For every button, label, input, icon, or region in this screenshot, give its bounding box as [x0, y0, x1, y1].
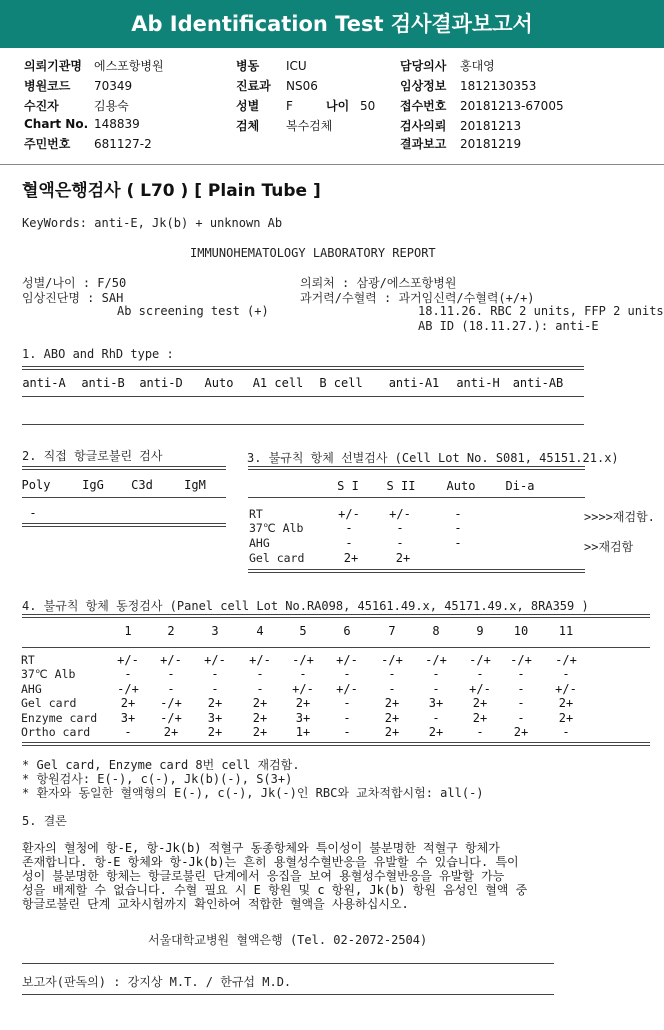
- label: Chart No.: [24, 117, 89, 131]
- panel-cell: -: [343, 696, 351, 710]
- panel-cell: 2+: [295, 696, 311, 710]
- label: 주민번호: [24, 137, 71, 151]
- label: 임상정보: [400, 79, 447, 93]
- row-label: Gel card: [249, 551, 305, 565]
- panel-cell: 2+: [207, 696, 223, 710]
- cell-value: 2+: [343, 551, 359, 565]
- panel-cell: 2+: [252, 696, 268, 710]
- panel-cell: -: [343, 711, 351, 725]
- column-header: C3d: [131, 478, 153, 492]
- value: 1812130353: [460, 79, 537, 93]
- panel-column-header: 3: [211, 624, 219, 638]
- panel-cell: -: [476, 667, 484, 681]
- panel-cell: 2+: [472, 696, 488, 710]
- panel-column-header: 7: [388, 624, 396, 638]
- header-row: [400, 97, 564, 114]
- requester: 의뢰처 : 삼광/에스포항병원: [300, 276, 457, 290]
- cell-value: 2+: [395, 551, 411, 565]
- history-detail: 18.11.26. RBC 2 units, FFP 2 units: [418, 304, 664, 318]
- label: 담당의사: [400, 59, 447, 73]
- panel-cell: -/+: [555, 653, 577, 667]
- label: 진료과: [236, 79, 271, 93]
- header-row: [236, 57, 307, 74]
- panel-cell: 2+: [120, 696, 136, 710]
- panel-row-label: RT: [21, 653, 35, 667]
- panel-cell: -/+: [425, 653, 447, 667]
- label: 의뢰기관명: [24, 59, 82, 73]
- panel-note: * Gel card, Enzyme card 8번 cell 재검함.: [22, 758, 300, 772]
- value: 20181213-67005: [460, 99, 564, 113]
- panel-cell: -: [388, 667, 396, 681]
- section3-title: 3. 불규칙 항체 선별검사 (Cell Lot No. S081, 45151.21.x): [247, 451, 619, 465]
- column-header: B cell: [319, 376, 363, 390]
- panel-cell: -: [343, 725, 351, 739]
- panel-cell: -: [517, 696, 525, 710]
- header-divider: [0, 164, 664, 165]
- column-header: IgG: [82, 478, 104, 492]
- double-rule: [22, 523, 226, 527]
- label: 접수번호: [400, 99, 447, 113]
- conclusion-line: 성이 불분명한 항체는 항글로불린 단계에서 응집을 보여 용혈성수혈반응을 유발할 가능: [22, 869, 505, 883]
- panel-note: * 항원검사: E(-), c(-), Jk(b)(-), S(3+): [22, 772, 293, 786]
- column-header: IgM: [184, 478, 206, 492]
- panel-cell: -: [562, 667, 570, 681]
- section2-title: 2. 직접 항글로불린 검사: [22, 449, 163, 463]
- panel-cell: 2+: [384, 725, 400, 739]
- age-label: 나이: [326, 99, 350, 113]
- double-rule: [248, 466, 585, 470]
- retest-note: >>재검함: [584, 540, 634, 554]
- value: 에스포항병원: [94, 59, 164, 73]
- header-row: [400, 135, 521, 152]
- panel-cell: 2+: [163, 725, 179, 739]
- value: 홍대영: [460, 59, 495, 73]
- panel-cell: -: [124, 667, 132, 681]
- panel-column-header: 4: [256, 624, 264, 638]
- panel-cell: -: [432, 667, 440, 681]
- panel-cell: +/-: [160, 653, 182, 667]
- panel-cell: 2+: [384, 696, 400, 710]
- cell-value: -: [345, 536, 353, 550]
- column-header: anti-AB: [512, 376, 564, 390]
- panel-cell: -: [517, 667, 525, 681]
- single-rule: [22, 396, 584, 397]
- panel-cell: +/-: [204, 653, 226, 667]
- column-header: Auto: [204, 376, 234, 390]
- section1-title: 1. ABO and RhD type :: [22, 347, 174, 361]
- age-value: 50: [360, 99, 376, 113]
- column-header: S I: [337, 479, 359, 493]
- cell-value: -: [454, 507, 462, 521]
- panel-cell: -: [256, 682, 264, 696]
- keywords: KeyWords: anti-E, Jk(b) + unknown Ab: [22, 216, 283, 230]
- header-row: [400, 77, 536, 94]
- header-row: [236, 117, 332, 134]
- panel-row-label: AHG: [21, 682, 42, 696]
- header-row: [236, 97, 375, 114]
- history-detail: AB ID (18.11.27.): anti-E: [418, 319, 599, 333]
- panel-cell: -: [211, 682, 219, 696]
- column-header: Auto: [446, 479, 476, 493]
- panel-column-header: 2: [167, 624, 175, 638]
- value: ICU: [286, 59, 307, 73]
- panel-column-header: 6: [343, 624, 351, 638]
- column-header: S II: [386, 479, 416, 493]
- panel-cell: +/-: [249, 653, 271, 667]
- conclusion-line: 항글로불린 단계 교차시험까지 확인하여 적합한 혈액을 사용하십시오.: [22, 897, 409, 911]
- row-label: RT: [249, 507, 263, 521]
- header-row: [24, 97, 129, 114]
- panel-cell: -: [388, 682, 396, 696]
- conclusion-line: 성을 배제할 수 없습니다. 수혈 필요 시 E 항원 및 c 항원, Jk(b) 항원 음성인 혈액 중: [22, 883, 528, 897]
- cell-value: -: [396, 536, 404, 550]
- cell-value: +/-: [389, 507, 411, 521]
- cell-value: +/-: [338, 507, 360, 521]
- header-row: [400, 117, 521, 134]
- panel-cell: +/-: [292, 682, 314, 696]
- panel-cell: 3+: [120, 711, 136, 725]
- panel-cell: 2+: [513, 725, 529, 739]
- single-rule: [22, 994, 554, 995]
- row-label: AHG: [249, 536, 270, 550]
- double-rule: [22, 742, 650, 746]
- panel-cell: +/-: [117, 653, 139, 667]
- value: 김용숙: [94, 99, 129, 113]
- sex-age: 성별/나이 : F/50: [22, 276, 127, 290]
- conclusion-line: 환자의 혈청에 항-E, 항-Jk(b) 적혈구 동종항체와 특이성이 불분명한 적혈구 항체가: [22, 841, 500, 855]
- label: 수진자: [24, 99, 59, 113]
- conclusion-text: [22, 841, 642, 911]
- column-header: Poly: [21, 478, 51, 492]
- history: 과거력/수혈력 : 과거임신력/수혈력(+/+): [300, 291, 535, 305]
- panel-cell: +/-: [555, 682, 577, 696]
- value: NS06: [286, 79, 318, 93]
- panel-column-header: 9: [476, 624, 484, 638]
- panel-cell: -: [562, 725, 570, 739]
- single-rule: [22, 647, 650, 648]
- header-row: [24, 77, 132, 94]
- panel-cell: -/+: [160, 711, 182, 725]
- column-header: anti-B: [81, 376, 125, 390]
- column-header: anti-A1: [388, 376, 440, 390]
- panel-cell: 3+: [207, 711, 223, 725]
- single-rule: [248, 497, 585, 498]
- column-header: Di-a: [505, 479, 535, 493]
- value: F: [286, 99, 293, 113]
- dat-value: -: [29, 506, 37, 520]
- header-row: [24, 117, 140, 131]
- header-row: [24, 57, 164, 74]
- panel-cell: 2+: [207, 725, 223, 739]
- panel-cell: 3+: [428, 696, 444, 710]
- reporter: 보고자(판독의) : 강지상 M.T. / 한규섭 M.D.: [22, 975, 292, 989]
- label: 성별: [236, 99, 260, 113]
- panel-column-header: 5: [299, 624, 307, 638]
- panel-cell: 2+: [558, 711, 574, 725]
- panel-cell: -/+: [510, 653, 532, 667]
- panel-cell: -: [211, 667, 219, 681]
- single-rule: [22, 497, 226, 498]
- panel-cell: +/-: [336, 682, 358, 696]
- section4-title: 4. 불규칙 항체 동정검사 (Panel cell Lot No.RA098, 45161.49.x, 45171.49.x, 8RA359 ): [22, 599, 589, 613]
- panel-cell: 2+: [384, 711, 400, 725]
- label: 결과보고: [400, 137, 447, 151]
- value: 148839: [94, 117, 140, 131]
- double-rule: [22, 366, 584, 370]
- cell-value: -: [454, 521, 462, 535]
- panel-cell: -/+: [292, 653, 314, 667]
- panel-cell: 3+: [295, 711, 311, 725]
- retest-note: >>>>재검함.: [584, 510, 655, 524]
- panel-cell: -: [124, 725, 132, 739]
- section5-title: 5. 결론: [22, 814, 67, 828]
- value: 20181213: [460, 119, 522, 133]
- value: 70349: [94, 79, 133, 93]
- panel-cell: 2+: [428, 725, 444, 739]
- panel-cell: 2+: [558, 696, 574, 710]
- value: 681127-2: [94, 137, 152, 151]
- report-banner: Ab Identification Test 검사결과보고서: [0, 0, 664, 48]
- panel-column-header: 8: [432, 624, 440, 638]
- panel-row-label: Gel card: [21, 696, 77, 710]
- panel-cell: -/+: [117, 682, 139, 696]
- panel-cell: -/+: [160, 696, 182, 710]
- double-rule: [22, 614, 650, 618]
- lab-report-heading: IMMUNOHEMATOLOGY LABORATORY REPORT: [190, 246, 436, 260]
- panel-cell: 2+: [472, 711, 488, 725]
- panel-column-header: 11: [558, 624, 574, 638]
- panel-row-label: Enzyme card: [21, 711, 98, 725]
- panel-cell: -: [517, 682, 525, 696]
- double-rule: [248, 569, 585, 573]
- panel-cell: -/+: [381, 653, 403, 667]
- value: 복수검체: [286, 119, 333, 133]
- panel-note: * 환자와 동일한 혈액형의 E(-), c(-), Jk(-)인 RBC와 교차적합시험: all(-): [22, 786, 484, 800]
- panel-column-header: 10: [513, 624, 529, 638]
- panel-cell: -: [517, 711, 525, 725]
- cell-value: -: [345, 521, 353, 535]
- label: 검사의뢰: [400, 119, 447, 133]
- column-header: anti-A: [22, 376, 66, 390]
- report-title: 혈액은행검사 ( L70 ) [ Plain Tube ]: [22, 181, 321, 201]
- double-rule: [22, 466, 226, 470]
- diagnosis: 임상진단명 : SAH: [22, 291, 124, 305]
- panel-column-header: 1: [124, 624, 132, 638]
- panel-cell: -: [432, 711, 440, 725]
- column-header: anti-D: [139, 376, 183, 390]
- panel-cell: +/-: [469, 682, 491, 696]
- header-row: [24, 135, 152, 152]
- single-rule: [22, 963, 554, 964]
- cell-value: -: [396, 521, 404, 535]
- panel-cell: -/+: [469, 653, 491, 667]
- label: 검체: [236, 119, 260, 133]
- cell-value: -: [454, 536, 462, 550]
- screening-note: Ab screening test (+): [117, 304, 269, 318]
- single-rule: [22, 424, 584, 425]
- panel-cell: -: [476, 725, 484, 739]
- label: 병동: [236, 59, 260, 73]
- panel-cell: 2+: [252, 725, 268, 739]
- panel-cell: 1+: [295, 725, 311, 739]
- panel-cell: 2+: [252, 711, 268, 725]
- header-row: [236, 77, 318, 94]
- panel-cell: -: [256, 667, 264, 681]
- header-row: [400, 57, 495, 74]
- panel-cell: +/-: [336, 653, 358, 667]
- panel-row-label: 37℃ Alb: [21, 667, 76, 681]
- panel-cell: -: [167, 667, 175, 681]
- panel-cell: -: [343, 667, 351, 681]
- label: 병원코드: [24, 79, 71, 93]
- panel-cell: -: [432, 682, 440, 696]
- column-header: anti-H: [456, 376, 500, 390]
- panel-row-label: Ortho card: [21, 725, 91, 739]
- row-label: 37℃ Alb: [249, 521, 304, 535]
- panel-cell: -: [167, 682, 175, 696]
- panel-cell: -: [299, 667, 307, 681]
- conclusion-line: 존재합니다. 항-E 항체와 항-Jk(b)는 흔히 용혈성수혈반응을 유발할 수 있습니다. 특이: [22, 855, 519, 869]
- value: 20181219: [460, 137, 522, 151]
- signature: 서울대학교병원 혈액은행 (Tel. 02-2072-2504): [148, 933, 428, 947]
- column-header: A1 cell: [252, 376, 304, 390]
